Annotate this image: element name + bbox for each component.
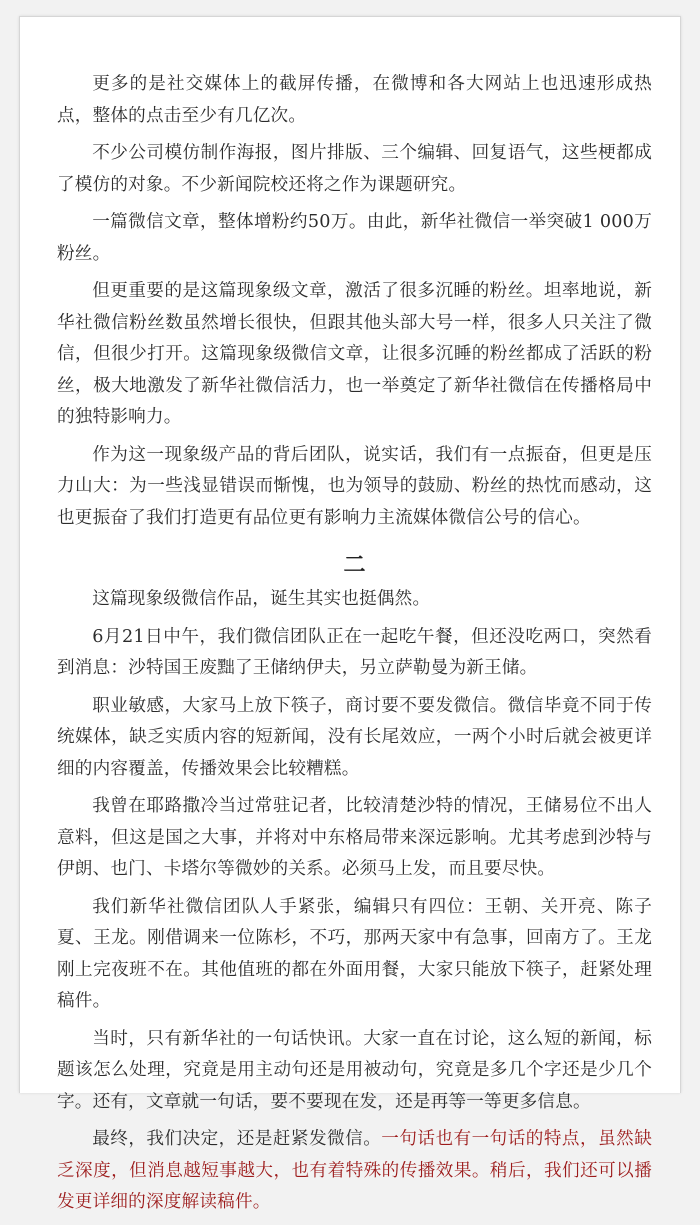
- paragraph: 一篇微信文章，整体增粉约50万。由此，新华社微信一举突破1 000万粉丝。: [57, 212, 652, 264]
- paragraph: 职业敏感，大家马上放下筷子，商讨要不要发微信。微信毕竟不同于传统媒体，缺乏实质内容的短新闻，没有长尾效应，一两个小时后就会被更详细的内容覆盖，传播效果会比较糟糕。: [57, 695, 652, 779]
- paragraph: 我们新华社微信团队人手紧张，编辑只有四位：王朝、关开亮、陈子夏、王龙。刚借调来一位陈杉，不巧，那两天家中有急事，回南方了。王龙刚上完夜班不在。其他值班的都在外面用餐，大家只能放下筷子，赶紧处理稿件。: [57, 896, 652, 1011]
- final-paragraph: [57, 1124, 652, 1219]
- paragraph: 作为这一现象级产品的背后团队，说实话，我们有一点振奋，但更是压力山大：为一些浅显错误而惭愧，也为领导的鼓励、粉丝的热忱而感动，这也更振奋了我们打造更有品位更有影响力主流媒体微信公号的信心。: [57, 444, 652, 528]
- paragraph: 6月21日中午，我们微信团队正在一起吃午餐，但还没吃两口，突然看到消息：沙特国王废黜了王储纳伊夫，另立萨勒曼为新王储。: [57, 626, 652, 678]
- final-paragraph-highlight: 一句话也有一句话的特点，虽然缺乏深度，但消息越短事越大，也有着特殊的传播效果。稍后，我们还可以播发更详细的深度解读稿件。: [57, 1129, 652, 1212]
- paragraph: 但更重要的是这篇现象级文章，激活了很多沉睡的粉丝。坦率地说，新华社微信粉丝数虽然增长很快，但跟其他头部大号一样，很多人只关注了微信，但很少打开。这篇现象级微信文章，让很多沉睡的粉丝都成了活跃的粉丝，极大地激发了新华社微信活力，也一举奠定了新华社微信在传播格局中的独特影响力。: [57, 281, 652, 427]
- paragraph: 当时，只有新华社的一句话快讯。大家一直在讨论，这么短的新闻，标题该怎么处理，究竟是用主动句还是用被动句，究竟是多几个字还是少几个字。还有，文章就一句话，要不要现在发，还是再等一等更多信息。: [57, 1028, 652, 1112]
- section-heading: 二: [343, 552, 366, 578]
- paragraph: 我曾在耶路撒冷当过常驻记者，比较清楚沙特的情况，王储易位不出人意料，但这是国之大事，并将对中东格局带来深远影响。尤其考虑到沙特与伊朗、也门、卡塔尔等微妙的关系。必须马上发，而且要尽快。: [57, 796, 652, 879]
- final-paragraph-plain: 最终，我们决定，还是赶紧发微信。: [92, 1129, 382, 1149]
- paragraph: 不少公司模仿制作海报，图片排版、三个编辑、回复语气，这些梗都成了模仿的对象。不少新闻院校还将之作为课题研究。: [57, 143, 652, 195]
- paragraph: 这篇现象级微信作品，诞生其实也挺偶然。: [92, 589, 431, 609]
- article-body: [57, 69, 652, 1225]
- document-page: [19, 16, 681, 1212]
- paragraph: 更多的是社交媒体上的截屏传播，在微博和各大网站上也迅速形成热点，整体的点击至少有几亿次。: [57, 74, 652, 126]
